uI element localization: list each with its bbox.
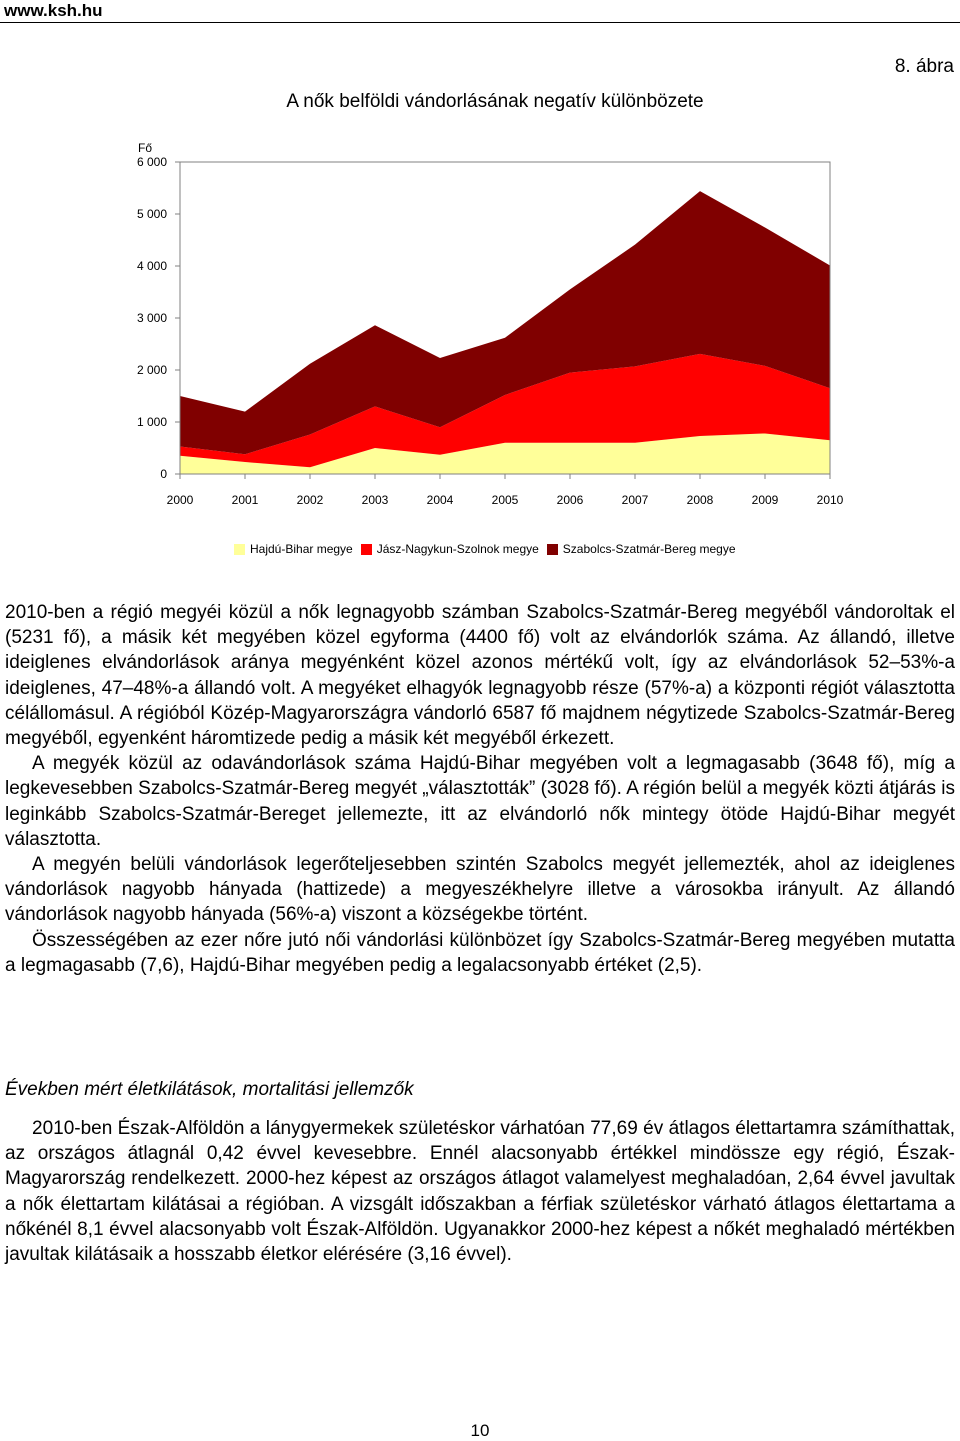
x-tick-label: 2008 — [686, 493, 714, 507]
x-axis — [167, 474, 844, 507]
paragraph: A megyék közül az odavándorlások száma Hajdú-Bihar megyében volt a legmagasabb (3648 fő), míg a legkevesebben Szabolcs-Szatmár-Bereg megyét „választották” (3028 fő). A régión belül a megyék közti átjárás is leginkább Szabolcs-Szatmár-Bereget jellemezte, itt az elvándorló nők mintegy ötöde Hajdú-Bihar megyét választotta. — [5, 753, 955, 850]
area-chart — [0, 130, 960, 530]
y-tick-label: 2 000 — [136, 363, 167, 377]
legend-label: Jász-Nagykun-Szolnok megye — [376, 542, 539, 556]
body-text-block-1 — [5, 600, 955, 978]
header-divider — [0, 22, 960, 23]
x-tick-label: 2004 — [426, 493, 454, 507]
legend-item — [361, 542, 539, 556]
y-tick-label: 5 000 — [136, 207, 167, 221]
paragraph: 2010-ben Észak-Alföldön a lánygyermekek születéskor várhatóan 77,69 év átlagos élettartamra számíthattak, az országos átlagnál 0,42 évvel kevesebbre. Ennél alacsonyabb értékkel mindössze egy régió, Észak-Magyarország rendelkezett. 2000-hez képest az országos átlagot valamelyest meghaladóan, 2,64 évvel javultak a nők élettartam kilátásai a régióban. A vizsgált időszakban a férfiak születéskor várható átlagos élettartama a nőkénél 8,1 évvel alacsonyabb volt Észak-Alföldön. Ugyanakkor 2000-hez képest a nőkét meghaladó mértékben javultak kilátásaik a hosszabb életkor elérésére (3,16 évvel). — [5, 1118, 955, 1266]
legend-label: Szabolcs-Szatmár-Bereg megye — [562, 542, 736, 556]
site-url[interactable]: www.ksh.hu — [4, 1, 103, 20]
x-tick-label: 2005 — [491, 493, 519, 507]
legend-swatch — [234, 544, 245, 555]
y-axis-label: Fő — [138, 141, 153, 155]
y-axis — [137, 155, 180, 481]
legend-item — [234, 542, 353, 556]
y-tick-label: 1 000 — [136, 415, 167, 429]
x-tick-label: 2002 — [296, 493, 324, 507]
paragraph: A megyén belüli vándorlások legerőteljesebben szintén Szabolcs megyét jellemezték, ahol az ideiglenes vándorlások nagyobb hányada (hattizede) a megyeszékhelyre illetve a városokba irányult. Az állandó vándorlások nagyobb hányada (56%-a) viszont a községekbe történt. — [5, 854, 955, 926]
legend-label: Hajdú-Bihar megye — [250, 542, 353, 556]
legend-swatch — [361, 544, 372, 555]
chart-legend — [234, 542, 744, 556]
x-tick-label: 2000 — [166, 493, 194, 507]
y-tick-label: 3 000 — [136, 311, 167, 325]
chart-areas — [180, 191, 830, 474]
x-tick-label: 2006 — [556, 493, 584, 507]
x-tick-label: 2010 — [816, 493, 844, 507]
legend-swatch — [547, 544, 558, 555]
page-number: 10 — [470, 1421, 490, 1440]
chart-title: A nők belföldi vándorlásának negatív különbözete — [286, 91, 704, 112]
figure-number: 8. ábra — [894, 56, 954, 77]
x-tick-label: 2007 — [621, 493, 649, 507]
paragraph: 2010-ben a régió megyéi közül a nők legnagyobb számban Szabolcs-Szatmár-Bereg megyéből vándoroltak el (5231 fő), a másik két megyében közel egyforma (4400 fő) volt az elvándorlók száma. Az állandó, illetve ideiglenes elvándorlások aránya megyénként közel azonos mértékű volt, így az elvándorlások 52–53%-a ideiglenes, 47–48%-a állandó volt. A megyéket elhagyók legnagyobb része (57%-a) a központi régiót választotta célállomásul. A régióból Közép-Magyarországra vándorló 6587 fő majdnem négytizede Szabolcs-Szatmár-Bereg megyéből, egyenként háromtizede pedig a másik két megyéből érkezett. — [5, 602, 955, 750]
y-tick-label: 6 000 — [136, 155, 167, 169]
y-tick-label: 4 000 — [136, 259, 167, 273]
x-tick-label: 2001 — [231, 493, 259, 507]
paragraph: Összességében az ezer nőre jutó női vándorlási különbözet így Szabolcs-Szatmár-Bereg megyében mutatta a legmagasabb (7,6), Hajdú-Bihar megyében pedig a legalacsonyabb értéket (2,5). — [5, 929, 955, 976]
x-tick-label: 2003 — [361, 493, 389, 507]
x-tick-label: 2009 — [751, 493, 779, 507]
legend-item — [547, 542, 736, 556]
section-heading: Években mért életkilátások, mortalitási jellemzők — [5, 1079, 414, 1100]
body-text-block-2 — [5, 1116, 955, 1267]
y-tick-label: 0 — [160, 467, 167, 481]
